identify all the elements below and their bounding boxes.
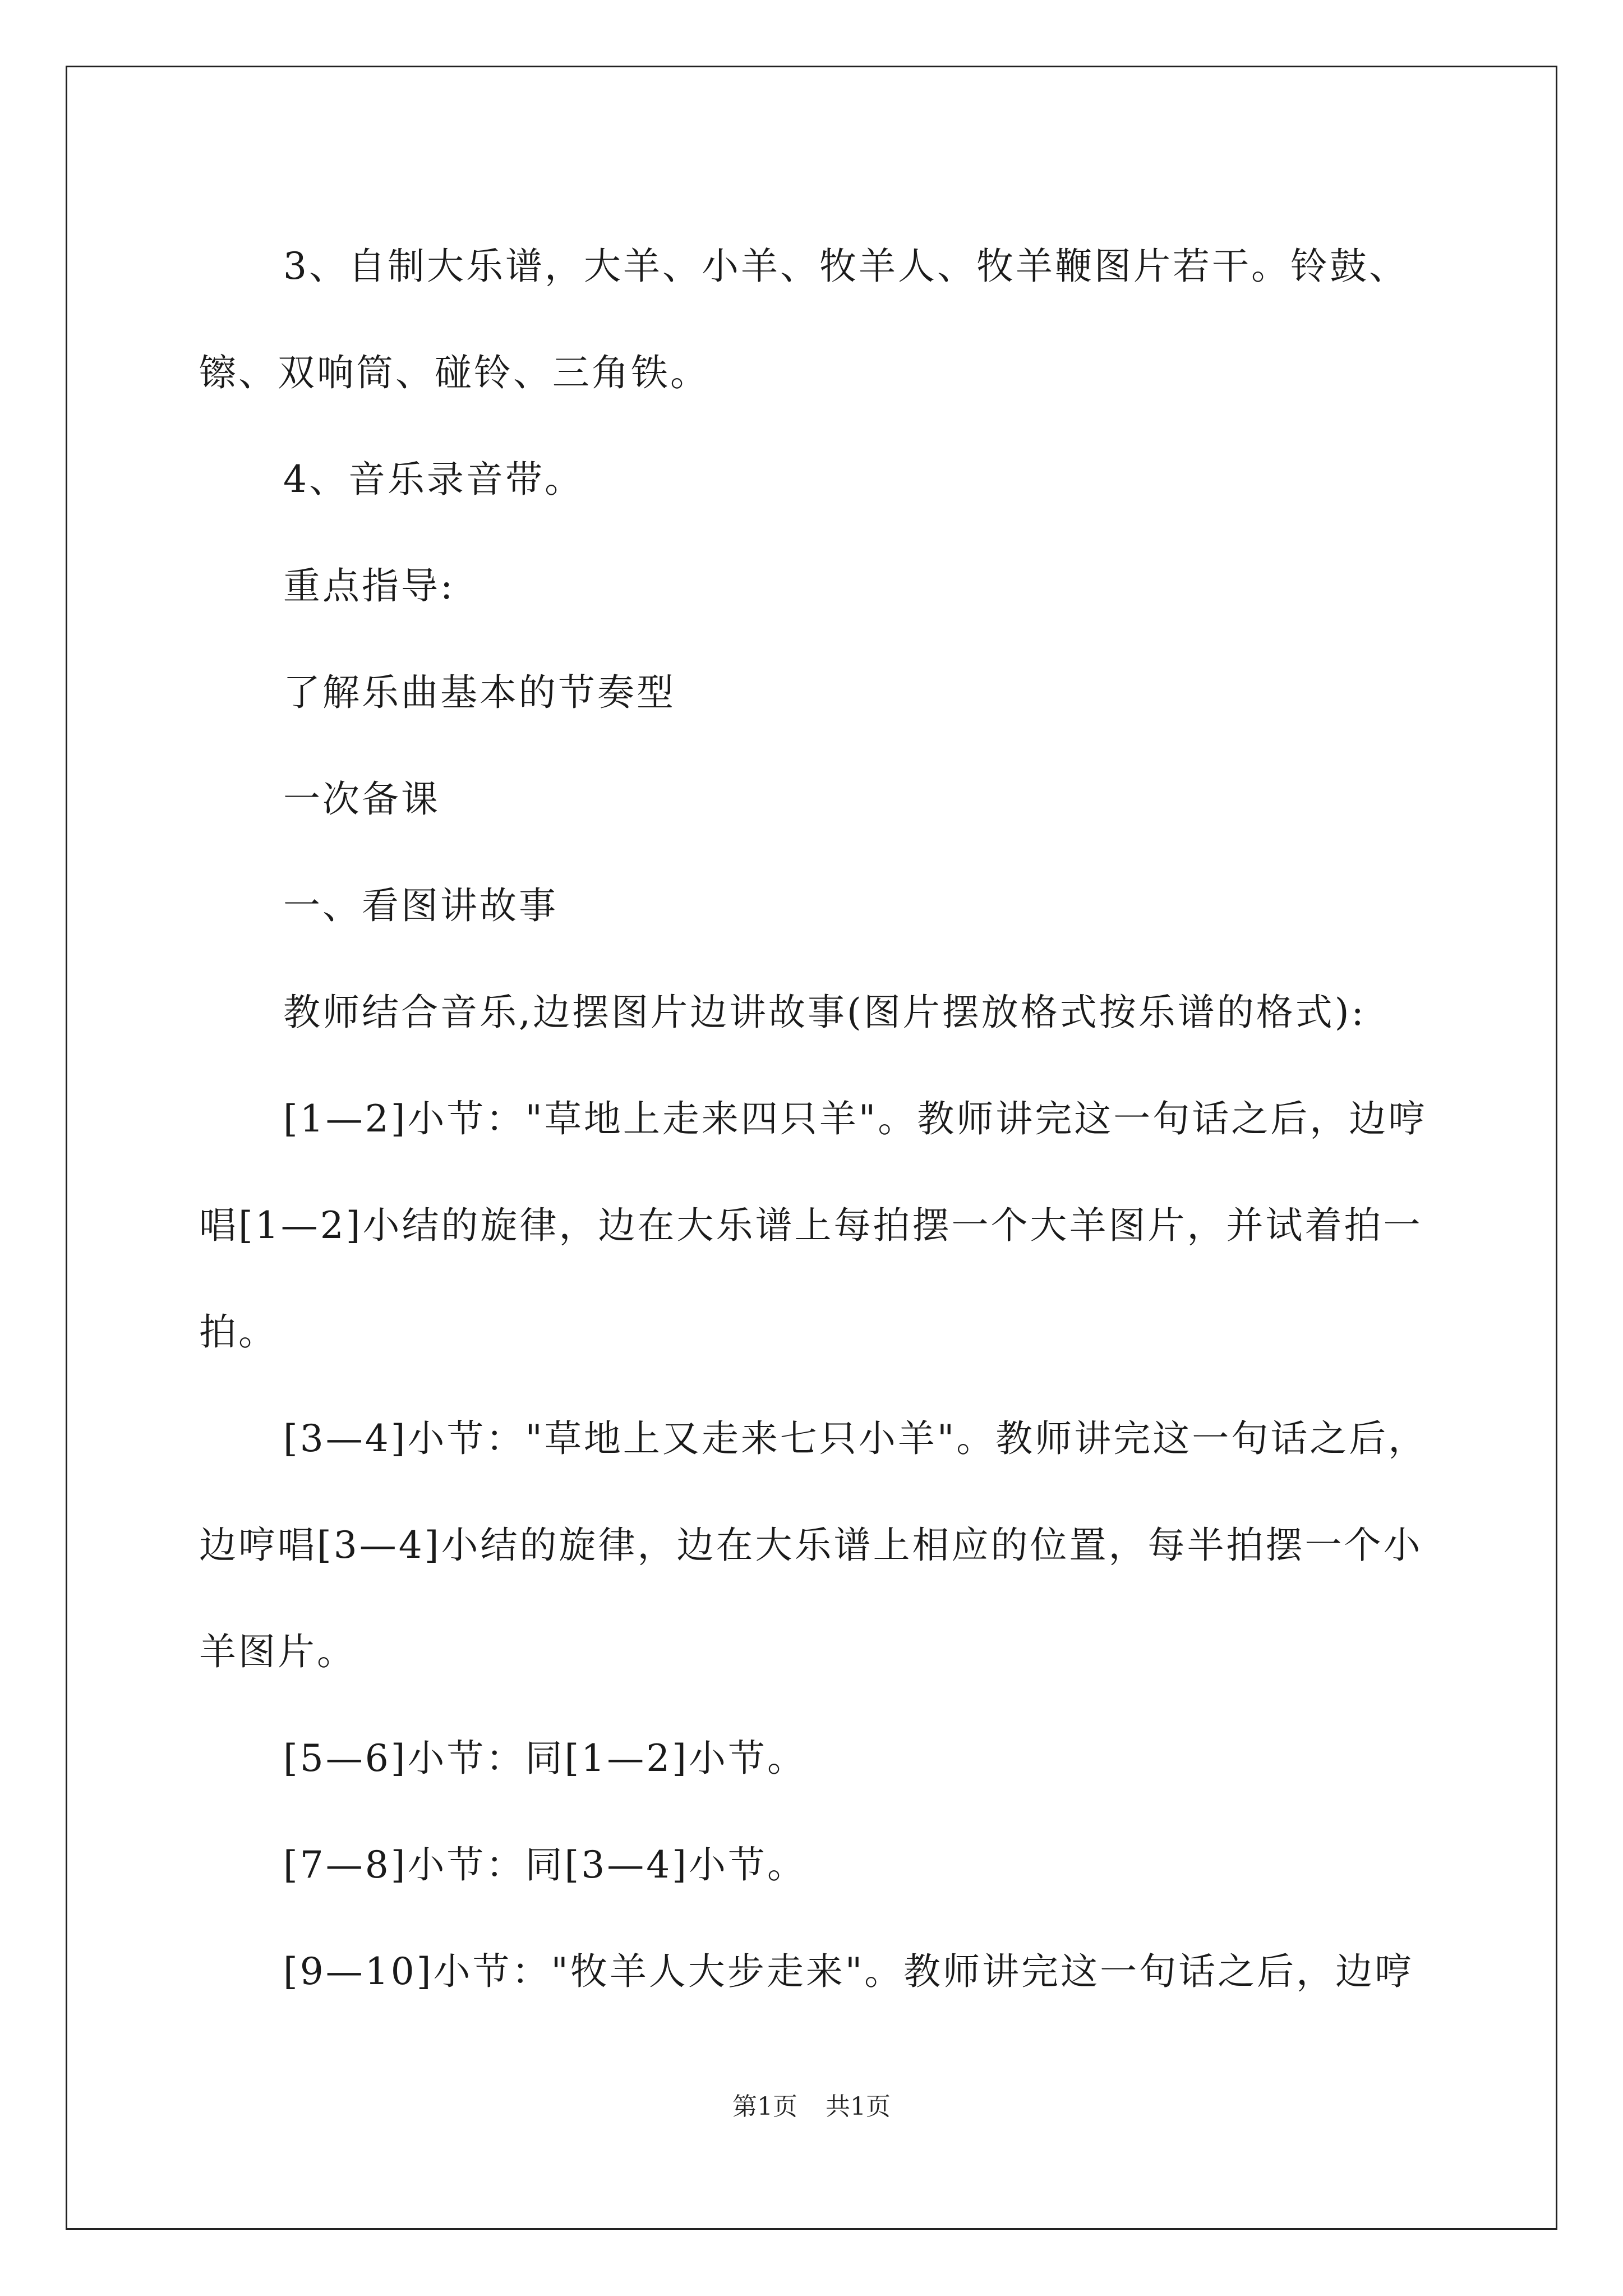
- document-body: [199, 213, 1433, 2025]
- paragraph-bars-5-6: [5—6]小节：同[1—2]小节。: [283, 1737, 806, 1780]
- paragraph-bars-7-8: [7—8]小节：同[3—4]小节。: [283, 1843, 806, 1887]
- page-total: 共1页: [826, 2092, 891, 2121]
- paragraph-bars-9-10: [9—10]小节："牧羊人大步走来"。教师讲完这一句话之后，边哼: [283, 1950, 1414, 1993]
- page-footer: [0, 2090, 1623, 2124]
- paragraph-tape: 4、音乐录音带。: [283, 458, 584, 501]
- paragraph-first-preparation: 一次备课: [283, 777, 440, 821]
- paragraph-key-guidance: 了解乐曲基本的节奏型: [283, 671, 676, 714]
- page-number: 第1页: [732, 2092, 797, 2121]
- paragraph-bars-1-2: [1—2]小节："草地上走来四只羊"。教师讲完这一句话之后，边哼唱[1—2]小结的旋律，边在大乐谱上每拍摆一个大羊图片，并试着拍一拍。: [199, 1097, 1428, 1354]
- paragraph-bars-3-4: [3—4]小节："草地上又走来七只小羊"。教师讲完这一句话之后，边哼唱[3—4]小结的旋律，边在大乐谱上相应的位置，每半拍摆一个小羊图片。: [199, 1417, 1428, 1673]
- paragraph-key-guidance-heading: 重点指导:: [283, 564, 455, 608]
- paragraph-materials: 3、自制大乐谱，大羊、小羊、牧羊人、牧羊鞭图片若干。铃鼓、镲、双响筒、碰铃、三角铁。: [199, 245, 1408, 394]
- paragraph-teacher-story: 教师结合音乐,边摆图片边讲故事(图片摆放格式按乐谱的格式):: [283, 991, 1366, 1034]
- paragraph-section-one-heading: 一、看图讲故事: [283, 884, 558, 927]
